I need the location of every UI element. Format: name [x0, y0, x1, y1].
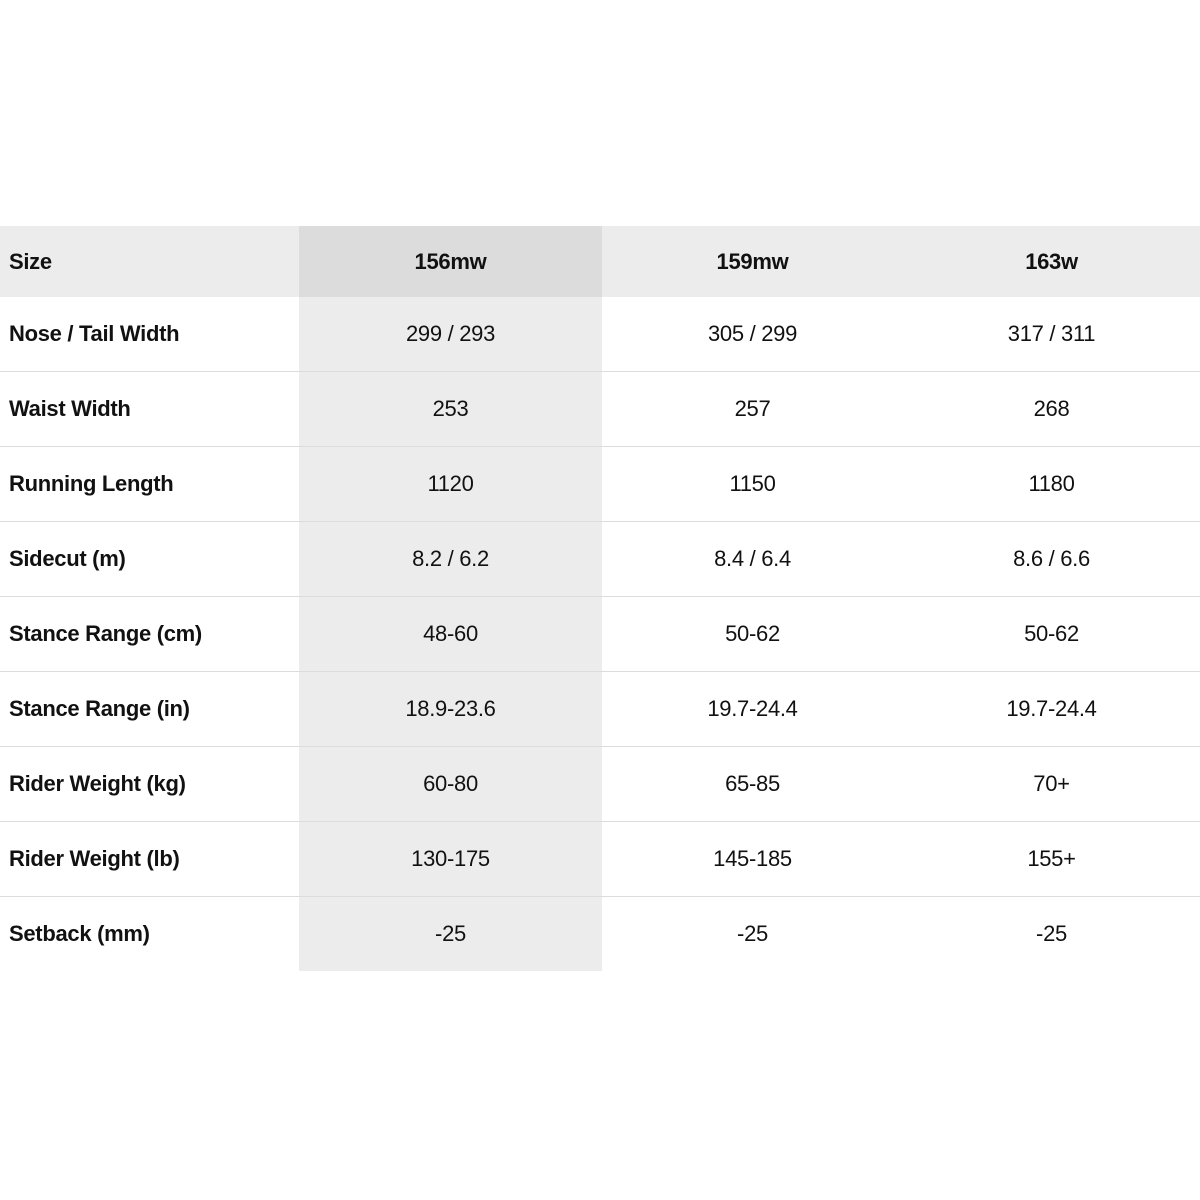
table-cell: 299 / 293: [299, 297, 602, 372]
table-cell: 19.7-24.4: [903, 672, 1200, 747]
table-cell: 130-175: [299, 822, 602, 897]
row-label: Stance Range (in): [0, 672, 299, 747]
table-row: [0, 897, 1200, 972]
table-cell: 60-80: [299, 747, 602, 822]
table-cell: 145-185: [602, 822, 903, 897]
row-label: Rider Weight (lb): [0, 822, 299, 897]
table-row: [0, 522, 1200, 597]
table-cell: 65-85: [602, 747, 903, 822]
row-label: Waist Width: [0, 372, 299, 447]
table-row: [0, 597, 1200, 672]
table-row: [0, 672, 1200, 747]
table-cell: 257: [602, 372, 903, 447]
table-cell: 8.6 / 6.6: [903, 522, 1200, 597]
row-label: Nose / Tail Width: [9, 321, 180, 346]
header-size-156mw: 156mw: [299, 226, 602, 297]
header-label-size: Size: [0, 226, 299, 297]
header-size-159mw: 159mw: [602, 226, 903, 297]
table-cell: 253: [299, 372, 602, 447]
table-cell: 8.2 / 6.2: [299, 522, 602, 597]
table-cell: 317 / 311: [1007, 321, 1096, 346]
table-row: [0, 297, 1200, 372]
row-label: Running Length: [0, 447, 299, 522]
table-row: [0, 447, 1200, 522]
table-cell: 50-62: [903, 597, 1200, 672]
table-row: [0, 747, 1200, 822]
table-cell: 305 / 299: [707, 321, 798, 346]
table-cell: 70+: [903, 747, 1200, 822]
table-cell: 1180: [903, 447, 1200, 522]
table-header-row: [0, 226, 1200, 297]
table-cell: 1150: [602, 447, 903, 522]
table-row: [0, 822, 1200, 897]
spec-table: [0, 226, 1200, 971]
table-cell: 50-62: [602, 597, 903, 672]
row-label: Setback (mm): [0, 897, 299, 972]
table-cell: 18.9-23.6: [299, 672, 602, 747]
row-label: Rider Weight (kg): [0, 747, 299, 822]
table-cell: 268: [903, 372, 1200, 447]
table-cell: 8.4 / 6.4: [602, 522, 903, 597]
table-cell: 1120: [299, 447, 602, 522]
table-cell: 48-60: [299, 597, 602, 672]
table-cell: 19.7-24.4: [602, 672, 903, 747]
row-label: Stance Range (cm): [0, 597, 299, 672]
table-row: [0, 372, 1200, 447]
row-label: Sidecut (m): [0, 522, 299, 597]
table-cell: -25: [903, 897, 1200, 972]
table-cell: -25: [299, 897, 602, 972]
table-cell: -25: [602, 897, 903, 972]
header-size-163w: 163w: [903, 226, 1200, 297]
table-cell: 155+: [903, 822, 1200, 897]
